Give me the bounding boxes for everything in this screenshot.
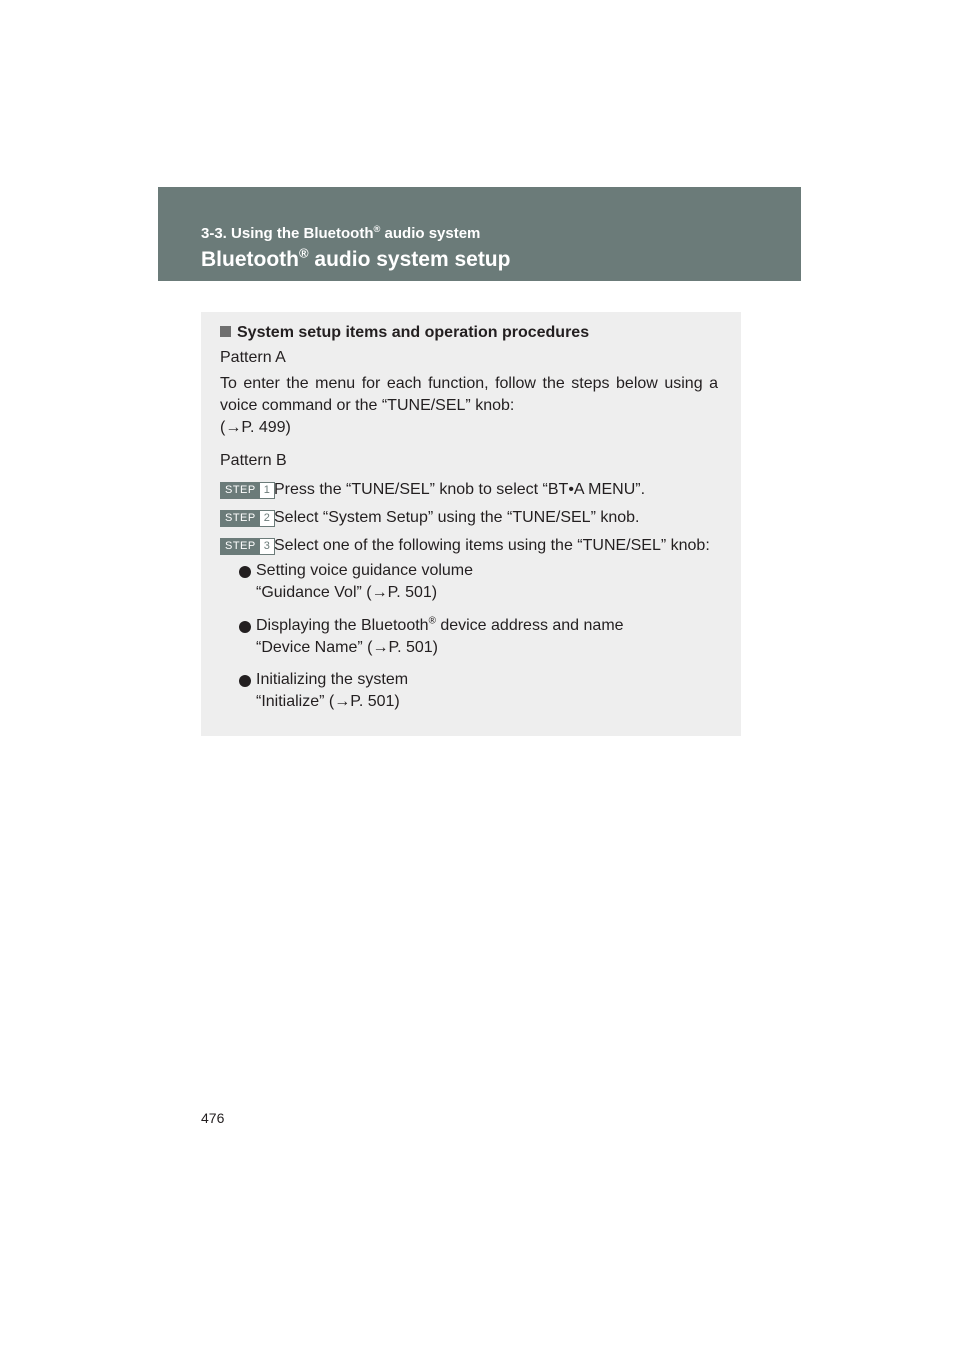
item-2-title-text: Displaying the Bluetooth — [256, 617, 429, 634]
square-bullet-icon — [220, 326, 231, 337]
panel-subheading — [220, 323, 589, 343]
step-number: 1 — [263, 484, 270, 496]
item-2-title — [256, 616, 624, 636]
step-label: STEP — [221, 539, 260, 554]
info-panel — [201, 312, 741, 736]
item-3-title: Initializing the system — [256, 671, 409, 688]
step-2-badge — [220, 510, 275, 527]
step-label: STEP — [221, 511, 260, 526]
step-1-text: Press the “TUNE/SEL” knob to select “BT•A MENU”. — [274, 481, 646, 498]
section-label-text: 3-3. Using the Bluetooth — [201, 225, 374, 242]
page-number: 476 — [201, 1110, 225, 1126]
item-1-title: Setting voice guidance volume — [256, 562, 474, 579]
round-bullet-icon — [239, 566, 251, 578]
panel-subheading-text: System setup items and operation procedures — [237, 324, 590, 341]
item-2-ref: “Device Name” (→P. 501) — [256, 639, 438, 656]
step-2-text: Select “System Setup” using the “TUNE/SEL” knob. — [274, 509, 640, 526]
step-3-text: Select one of the following items using the “TUNE/SEL” knob: — [274, 537, 710, 554]
section-header-bar — [158, 187, 801, 281]
pattern-a-title: Pattern A — [220, 349, 286, 366]
registered-mark: ® — [373, 223, 381, 234]
step-3-badge — [220, 538, 275, 555]
pattern-b-title: Pattern B — [220, 452, 287, 469]
registered-mark: ® — [298, 245, 309, 261]
step-number: 3 — [263, 540, 270, 552]
item-1-ref: “Guidance Vol” (→P. 501) — [256, 584, 438, 601]
item-3-ref: “Initialize” (→P. 501) — [256, 693, 400, 710]
page-title — [201, 245, 511, 272]
pattern-a-text-line2: voice command or the “TUNE/SEL” knob: — [220, 397, 515, 414]
pattern-a-text-line1: To enter the menu for each function, follow the steps below using a — [220, 375, 718, 392]
page-title-text: Bluetooth — [201, 248, 299, 271]
step-number: 2 — [263, 512, 270, 524]
section-label-suffix: audio system — [380, 225, 481, 242]
section-label — [201, 225, 480, 242]
registered-mark: ® — [428, 615, 436, 627]
round-bullet-icon — [239, 675, 251, 687]
round-bullet-icon — [239, 621, 251, 633]
step-1-badge — [220, 482, 275, 499]
page-title-suffix: audio system setup — [308, 248, 511, 271]
item-2-title-suffix: device address and name — [435, 617, 624, 634]
pattern-a-page-ref: (→P. 499) — [220, 419, 291, 436]
step-label: STEP — [221, 483, 260, 498]
